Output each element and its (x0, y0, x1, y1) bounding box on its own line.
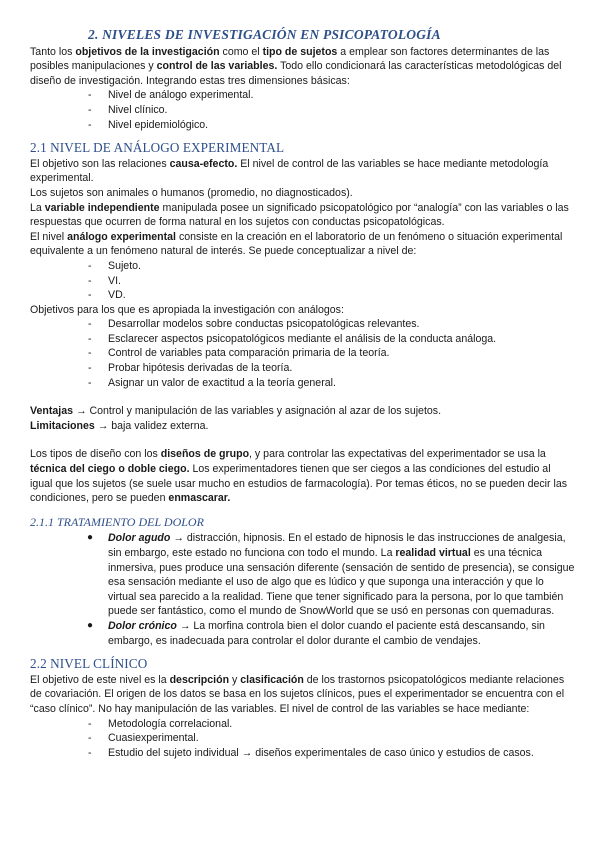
list-item: - Estudio del sujeto individual → diseños experimentales de caso único y estudios de casos. (30, 746, 575, 761)
limitations-line: Limitaciones → baja validez externa. (30, 419, 209, 432)
intro-paragraph: Tanto los objetivos de la investigación como el tipo de sujetos a emplear son factores determinantes de las posibles manipulaciones y control de las variables. Todo ello condicionará las características metodológicas del diseño de investigación. Integrando estas tres dimensiones básicas: (30, 45, 562, 87)
list-item: - Cuasiexperimental. (30, 731, 575, 746)
subsubsection-heading-dolor: 2.1.1 TRATAMIENTO DEL DOLOR (30, 514, 204, 529)
list-item: - Nivel epidemiológico. (30, 118, 575, 133)
clinical-methods-list (30, 717, 575, 761)
list-item: - Probar hipótesis derivadas de la teoría. (30, 361, 575, 376)
bullet-icon: ● (87, 532, 94, 544)
list-item: - Nivel clínico. (30, 103, 575, 118)
paragraph: Objetivos para los que es apropiada la investigación con análogos: (30, 303, 344, 316)
list-item: - Metodología correlacional. (30, 717, 575, 732)
paragraph: La variable independiente manipulada posee un significado psicopatológico por “analogía” con las variables o las respuestas que ocurren de forma natural en los sujetos con conductas psicopatológicas. (30, 201, 569, 229)
list-item: - VD. (30, 288, 575, 303)
subsection-heading-clinico: 2.2 NIVEL CLÍNICO (30, 656, 148, 672)
paragraph: Los sujetos son animales o humanos (promedio, no diagnosticados). (30, 186, 353, 199)
list-item: - Nivel de análogo experimental. (30, 88, 575, 103)
paragraph: El nivel análogo experimental consiste en la creación en el laboratorio de un fenómeno o situación experimental equivalente a un fenómeno natural de interés. Se puede conceptualizar a nivel de: (30, 230, 563, 258)
bullet-icon: ● (87, 619, 94, 631)
list-item: - Control de variables pata comparación primaria de la teoría. (30, 346, 575, 361)
document-page (30, 28, 575, 760)
list-item: - Esclarecer aspectos psicopatológicos mediante el análisis de la conducta análoga. (30, 332, 575, 347)
paragraph: Los tipos de diseño con los diseños de grupo, y para controlar las expectativas del experimentador se usa la técnica del ciego o doble ciego. Los experimentadores tienen que ser ciegos a las condiciones del estudio al igual que los sujetos (se suele usar mucho en estudios de farmacología). Por temas éticos, no se pueden decir las condiciones, pero se pueden enmascarar. (30, 448, 568, 505)
paragraph: El objetivo son las relaciones causa-efecto. El nivel de control de las variables se hace mediante metodología experimental. (30, 157, 549, 185)
levels-list (30, 259, 575, 303)
advantages-line: Ventajas → Control y manipulación de las variables y asignación al azar de los sujetos. (30, 405, 442, 418)
section-heading-niveles: 2. NIVELES DE INVESTIGACIÓN EN PSICOPATOLOGÍA (88, 27, 441, 42)
list-item: - Sujeto. (30, 259, 575, 274)
pain-list (30, 531, 575, 648)
paragraph: El objetivo de este nivel es la descripción y clasificación de los trastornos psicopatológicos mediante relaciones de covariación. El origen de los datos se basa en los sujetos clínicos, pues el experimentador se encuentra con el “caso clínico”. No hay manipulación de las variables. El nivel de control de las variables se hace mediante: (30, 673, 565, 715)
objectives-list (30, 317, 575, 390)
list-item: - VI. (30, 274, 575, 289)
list-item: - Desarrollar modelos sobre conductas psicopatológicas relevantes. (30, 317, 575, 332)
subsection-heading-analogo: 2.1 NIVEL DE ANÁLOGO EXPERIMENTAL (30, 140, 285, 156)
intro-list (30, 88, 575, 132)
list-item: - Asignar un valor de exactitud a la teoría general. (30, 376, 575, 391)
list-item: ● Dolor agudo → distracción, hipnosis. En el estado de hipnosis le das instrucciones de analgesia, sin embargo, este estado no funciona con todo el mundo. La realidad virtual es una técnica inmersiva, pues produce una sensación diferente (sensación de sentido de presencia), se consigue esa sensación mediante el uso de algo que es lúdico y que suponga una interacción y que lo virtual sea parecido a la realidad. Tiene que tener significado para la persona, por lo que también puede ser fantástico, como el mundo de SnowWorld que se usó en personas con quemaduras. (87, 532, 575, 618)
list-item: ● Dolor crónico → La morfina controla bien el dolor cuando el paciente está descansando, sin embargo, es inadecuada para controlar el dolor durante el cambio de vendajes. (87, 619, 545, 647)
